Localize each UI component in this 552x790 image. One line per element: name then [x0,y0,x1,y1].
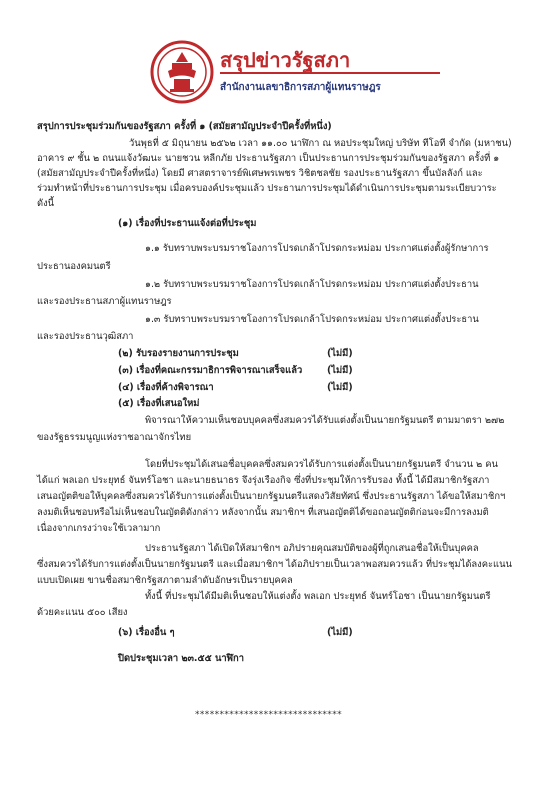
agenda-5-text: แบบเปิดเผย ขานชื่อสมาชิกรัฐสภาตามลำดับอักษรเป็นรายบุคคล [37,575,293,586]
intro-line: (สมัยสามัญประจำปีครั้งที่หนึ่ง) โดยมี ศาสตราจารย์พิเศษพรเพชร วิชิตชลชัย รองประธานรัฐสภา ขึ้นบัลลังก์ และ [37,168,483,179]
intro-line: ร่วมทำหน้าที่ประธานการประชุม เมื่อครบองค์ประชุมแล้ว ประธานการประชุมได้ดำเนินการประชุมตามระเบียบวาระ [37,183,497,194]
agenda-5-text: ของรัฐธรรมนูญแห่งราชอาณาจักรไทย [37,432,192,443]
brand-divider [220,72,440,74]
agenda-item: ๑.๓ รับทราบพระบรมราชโองการโปรดเกล้าโปรดกระหม่อม ประกาศแต่งตั้งประธาน [145,314,479,325]
agenda-5-text: เนื่องจากเกรงว่าจะใช้เวลามาก [37,523,161,534]
header [150,40,450,110]
agenda-6-title: (๖) เรื่องอื่น ๆ [118,627,175,638]
agenda-4-title: (๔) เรื่องที่ค้างพิจารณา [118,382,214,393]
agenda-5-text: ประธานรัฐสภา ได้เปิดให้สมาชิกฯ อภิปรายคุณสมบัติของผู้ที่ถูกเสนอชื่อให้เป็นบุคคล [145,543,479,554]
agenda-5-text: ลงมติเห็นชอบหรือไม่เห็นชอบในญัตติดังกล่าว หลังจากนั้น สมาชิกฯ ที่เสนอญัตติได้ขอถอนญัตติก่อนจะมีการลงมติ [37,507,489,518]
agenda-2-none: (ไม่มี) [327,348,353,359]
agenda-5-text: เสนอญัตติขอให้บุคคลซึ่งสมควรได้รับการแต่งตั้งเป็นนายกรัฐมนตรีแสดงวิสัยทัศน์ ซึ่งประธานรัฐสภา ได้ขอให้สมาชิกฯ [37,491,506,502]
agenda-item: ๑.๑ รับทราบพระบรมราชโองการโปรดเกล้าโปรดกระหม่อม ประกาศแต่งตั้งผู้รักษาการ [145,243,489,254]
parliament-emblem-icon [150,40,214,104]
agenda-2-title: (๒) รับรองรายงานการประชุม [118,348,239,359]
document-heading: สรุปการประชุมร่วมกันของรัฐสภา ครั้งที่ ๑ (สมัยสามัญประจำปีครั้งที่หนึ่ง) [37,121,332,132]
agenda-1-title: (๑) เรื่องที่ประธานแจ้งต่อที่ประชุม [118,218,257,229]
brand-subtitle: สำนักงานเลขาธิการสภาผู้แทนราษฎร [220,82,381,93]
agenda-5-text: ทั้งนี้ ที่ประชุมได้มีมติเห็นชอบให้แต่งตั้ง พลเอก ประยุทธ์ จันทร์โอชา เป็นนายกรัฐมนตรี [145,591,491,602]
agenda-5-title: (๕) เรื่องที่เสนอใหม่ [118,398,200,409]
agenda-5-text: พิจารณาให้ความเห็นชอบบุคคลซึ่งสมควรได้รับแต่งตั้งเป็นนายกรัฐมนตรี ตามมาตรา ๒๗๒ [145,415,505,426]
agenda-5-text: ซึ่งสมควรได้รับการแต่งตั้งเป็นนายกรัฐมนตรี และเมื่อสมาชิกฯ ได้อภิปรายเป็นเวลาพอสมควรแล้ว ที่ประชุมได้ลงคะแนน [37,559,512,570]
agenda-3-none: (ไม่มี) [327,365,353,376]
agenda-5-text: โดยที่ประชุมได้เสนอชื่อบุคคลซึ่งสมควรได้รับการแต่งตั้งเป็นนายกรัฐมนตรี จำนวน ๒ คน [145,459,498,470]
end-divider: ****************************** [195,710,342,720]
intro-line: วันพุธที่ ๕ มิถุนายน ๒๕๖๒ เวลา ๑๑.๐๐ นาฬิกา ณ หอประชุมใหญ่ บริษัท ทีโอที จำกัด (มหาชน) [129,138,512,149]
agenda-6-none: (ไม่มี) [327,627,353,638]
agenda-item: ๑.๒ รับทราบพระบรมราชโองการโปรดเกล้าโปรดกระหม่อม ประกาศแต่งตั้งประธาน [145,279,479,290]
agenda-5-text: ด้วยคะแนน ๕๐๐ เสียง [37,607,128,618]
agenda-item: และรองประธานวุฒิสภา [37,331,134,342]
agenda-4-none: (ไม่มี) [327,382,353,393]
agenda-item: ประธานองคมนตรี [37,261,111,272]
closing-time: ปิดประชุมเวลา ๒๓.๕๕ นาฬิกา [118,653,244,664]
agenda-5-text: ได้แก่ พลเอก ประยุทธ์ จันทร์โอชา และนายธนาธร จึงรุ่งเรืองกิจ ซึ่งที่ประชุมให้การรับรอง ทั้งนี้ ได้มีสมาชิกรัฐสภา [37,475,490,486]
brand-title: สรุปข่าวรัฐสภา [220,48,351,72]
intro-line: ดังนี้ [37,198,55,209]
agenda-3-title: (๓) เรื่องที่คณะกรรมาธิการพิจารณาเสร็จแล้ว [118,365,303,376]
agenda-item: และรองประธานสภาผู้แทนราษฎร [37,296,172,307]
intro-line: อาคาร ๙ ชั้น ๒ ถนนแจ้งวัฒนะ นายชวน หลีกภัย ประธานรัฐสภา เป็นประธานการประชุมร่วมกันของรัฐสภา ครั้งที่ ๑ [37,153,500,164]
